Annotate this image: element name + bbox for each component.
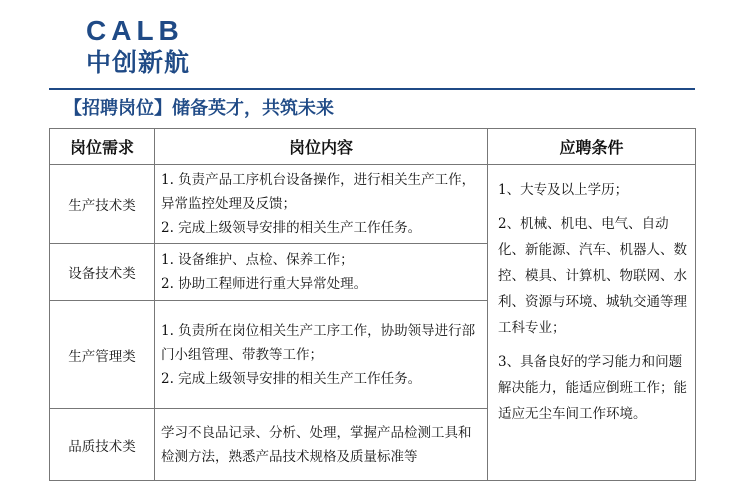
content-line: 2. 完成上级领导安排的相关生产工作任务。 — [161, 220, 422, 236]
content-line: 2. 完成上级领导安排的相关生产工作任务。 — [161, 370, 422, 387]
job-table — [49, 128, 696, 481]
row-content — [155, 244, 488, 301]
row-category: 生产管理类 — [50, 301, 155, 409]
header-requirements: 应聘条件 — [488, 129, 696, 165]
header-content: 岗位内容 — [155, 129, 488, 165]
content-line: 1. 设备维护、点检、保养工作； — [161, 252, 354, 268]
row-content — [155, 409, 488, 481]
content-line: 1. 负责所在岗位相关生产工序工作，协助领导进行部门小组管理、带教等工作； — [161, 322, 476, 363]
requirement-item: 2、机械、机电、电气、自动化、新能源、汽车、机器人、数控、模具、计算机、物联网、水利、资源与环境、城轨交通等理工科专业； — [498, 216, 687, 336]
header-position: 岗位需求 — [50, 129, 155, 165]
requirements-cell — [488, 165, 696, 481]
row-category: 生产技术类 — [50, 165, 155, 244]
content-line: 学习不良品记录、分析、处理，掌握产品检测工具和检测方法，熟悉产品技术规格及质量标准等 — [161, 424, 472, 465]
content-line: 2. 协助工程师进行重大异常处理。 — [161, 276, 368, 292]
section-headline: 【招聘岗位】储备英才，共筑未来 — [64, 98, 334, 119]
row-category: 设备技术类 — [50, 244, 155, 301]
row-content — [155, 165, 488, 244]
row-content — [155, 301, 488, 409]
requirement-item: 3、具备良好的学习能力和问题解决能力，能适应倒班工作；能适应无尘车间工作环境。 — [498, 354, 687, 422]
table-row — [50, 165, 696, 244]
row-category: 品质技术类 — [50, 409, 155, 481]
content-line: 1. 负责产品工序机台设备操作，进行相关生产工作，异常监控处理及反馈； — [161, 172, 476, 212]
header-divider — [49, 88, 695, 90]
table-header-row — [50, 129, 696, 165]
company-logo — [86, 16, 190, 78]
logo-text-en: CALB — [86, 15, 184, 46]
logo-text-cn: 中创新航 — [86, 48, 191, 77]
requirement-item: 1、大专及以上学历； — [498, 182, 629, 198]
